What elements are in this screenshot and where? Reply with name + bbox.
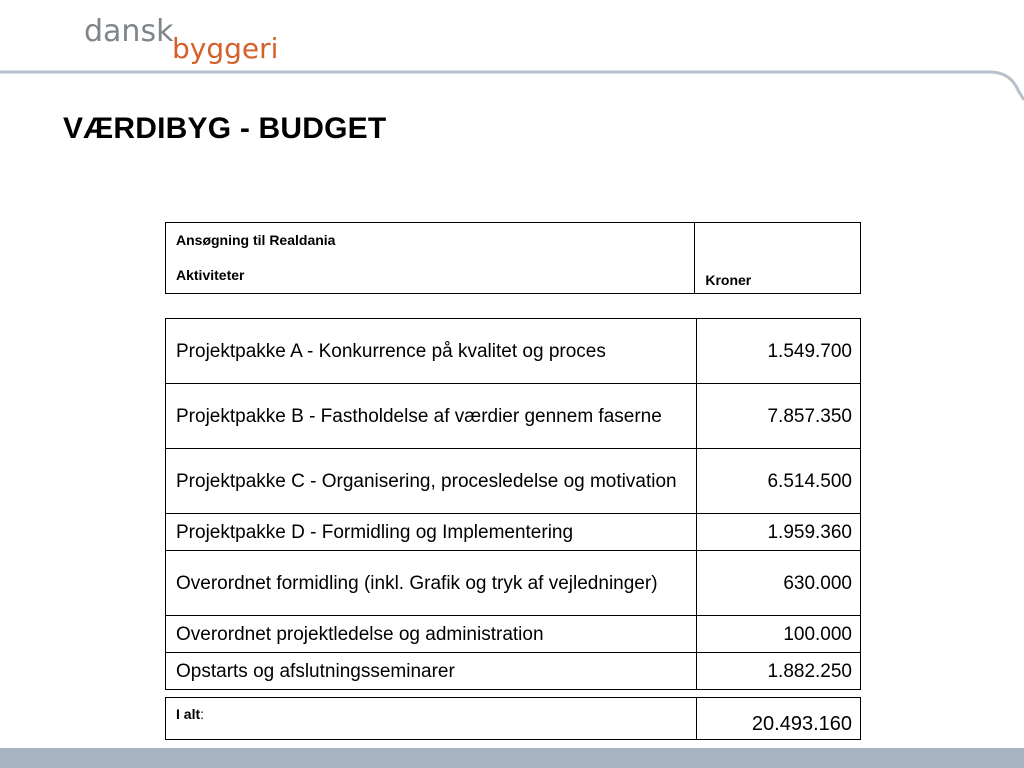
table-row <box>166 319 861 384</box>
budget-table <box>165 318 861 690</box>
header-amount-cell <box>695 223 861 294</box>
footer-bar <box>0 748 1024 768</box>
row-amount: 7.857.350 <box>696 384 860 449</box>
total-row <box>166 698 861 740</box>
row-amount: 1.549.700 <box>696 319 860 384</box>
total-label: I alt <box>176 706 201 722</box>
row-label: Projektpakke B - Fastholdelse af værdier gennem faserne <box>166 384 697 449</box>
budget-header-table <box>165 222 861 294</box>
total-amount: 20.493.160 <box>696 698 860 740</box>
row-amount: 1.959.360 <box>696 514 860 551</box>
header-activities-label: Aktiviteter <box>176 267 245 283</box>
page-title: VÆRDIBYG - BUDGET <box>63 112 387 145</box>
total-table <box>165 697 861 740</box>
row-amount: 100.000 <box>696 616 860 653</box>
row-label: Projektpakke A - Konkurrence på kvalitet og proces <box>166 319 697 384</box>
table-row <box>166 384 861 449</box>
row-amount: 630.000 <box>696 551 860 616</box>
table-row <box>166 653 861 690</box>
table-row <box>166 551 861 616</box>
header-application-label: Ansøgning til Realdania <box>176 232 336 248</box>
row-label: Projektpakke D - Formidling og Implementering <box>166 514 697 551</box>
header-activities-cell <box>166 223 695 294</box>
header-row <box>166 223 861 294</box>
total-label-cell <box>166 698 697 740</box>
logo-word-dansk: dansk <box>84 14 174 49</box>
table-row <box>166 449 861 514</box>
row-label: Overordnet formidling (inkl. Grafik og tryk af vejledninger) <box>166 551 697 616</box>
row-label: Opstarts og afslutningsseminarer <box>166 653 697 690</box>
table-row <box>166 616 861 653</box>
header-kroner-label: Kroner <box>705 272 752 288</box>
row-label: Projektpakke C - Organisering, procesledelse og motivation <box>166 449 697 514</box>
table-row <box>166 514 861 551</box>
total-colon: : <box>200 706 205 722</box>
logo-word-byggeri: byggeri <box>172 32 279 65</box>
row-label: Overordnet projektledelse og administration <box>166 616 697 653</box>
row-amount: 6.514.500 <box>696 449 860 514</box>
company-logo <box>84 14 284 66</box>
row-amount: 1.882.250 <box>696 653 860 690</box>
